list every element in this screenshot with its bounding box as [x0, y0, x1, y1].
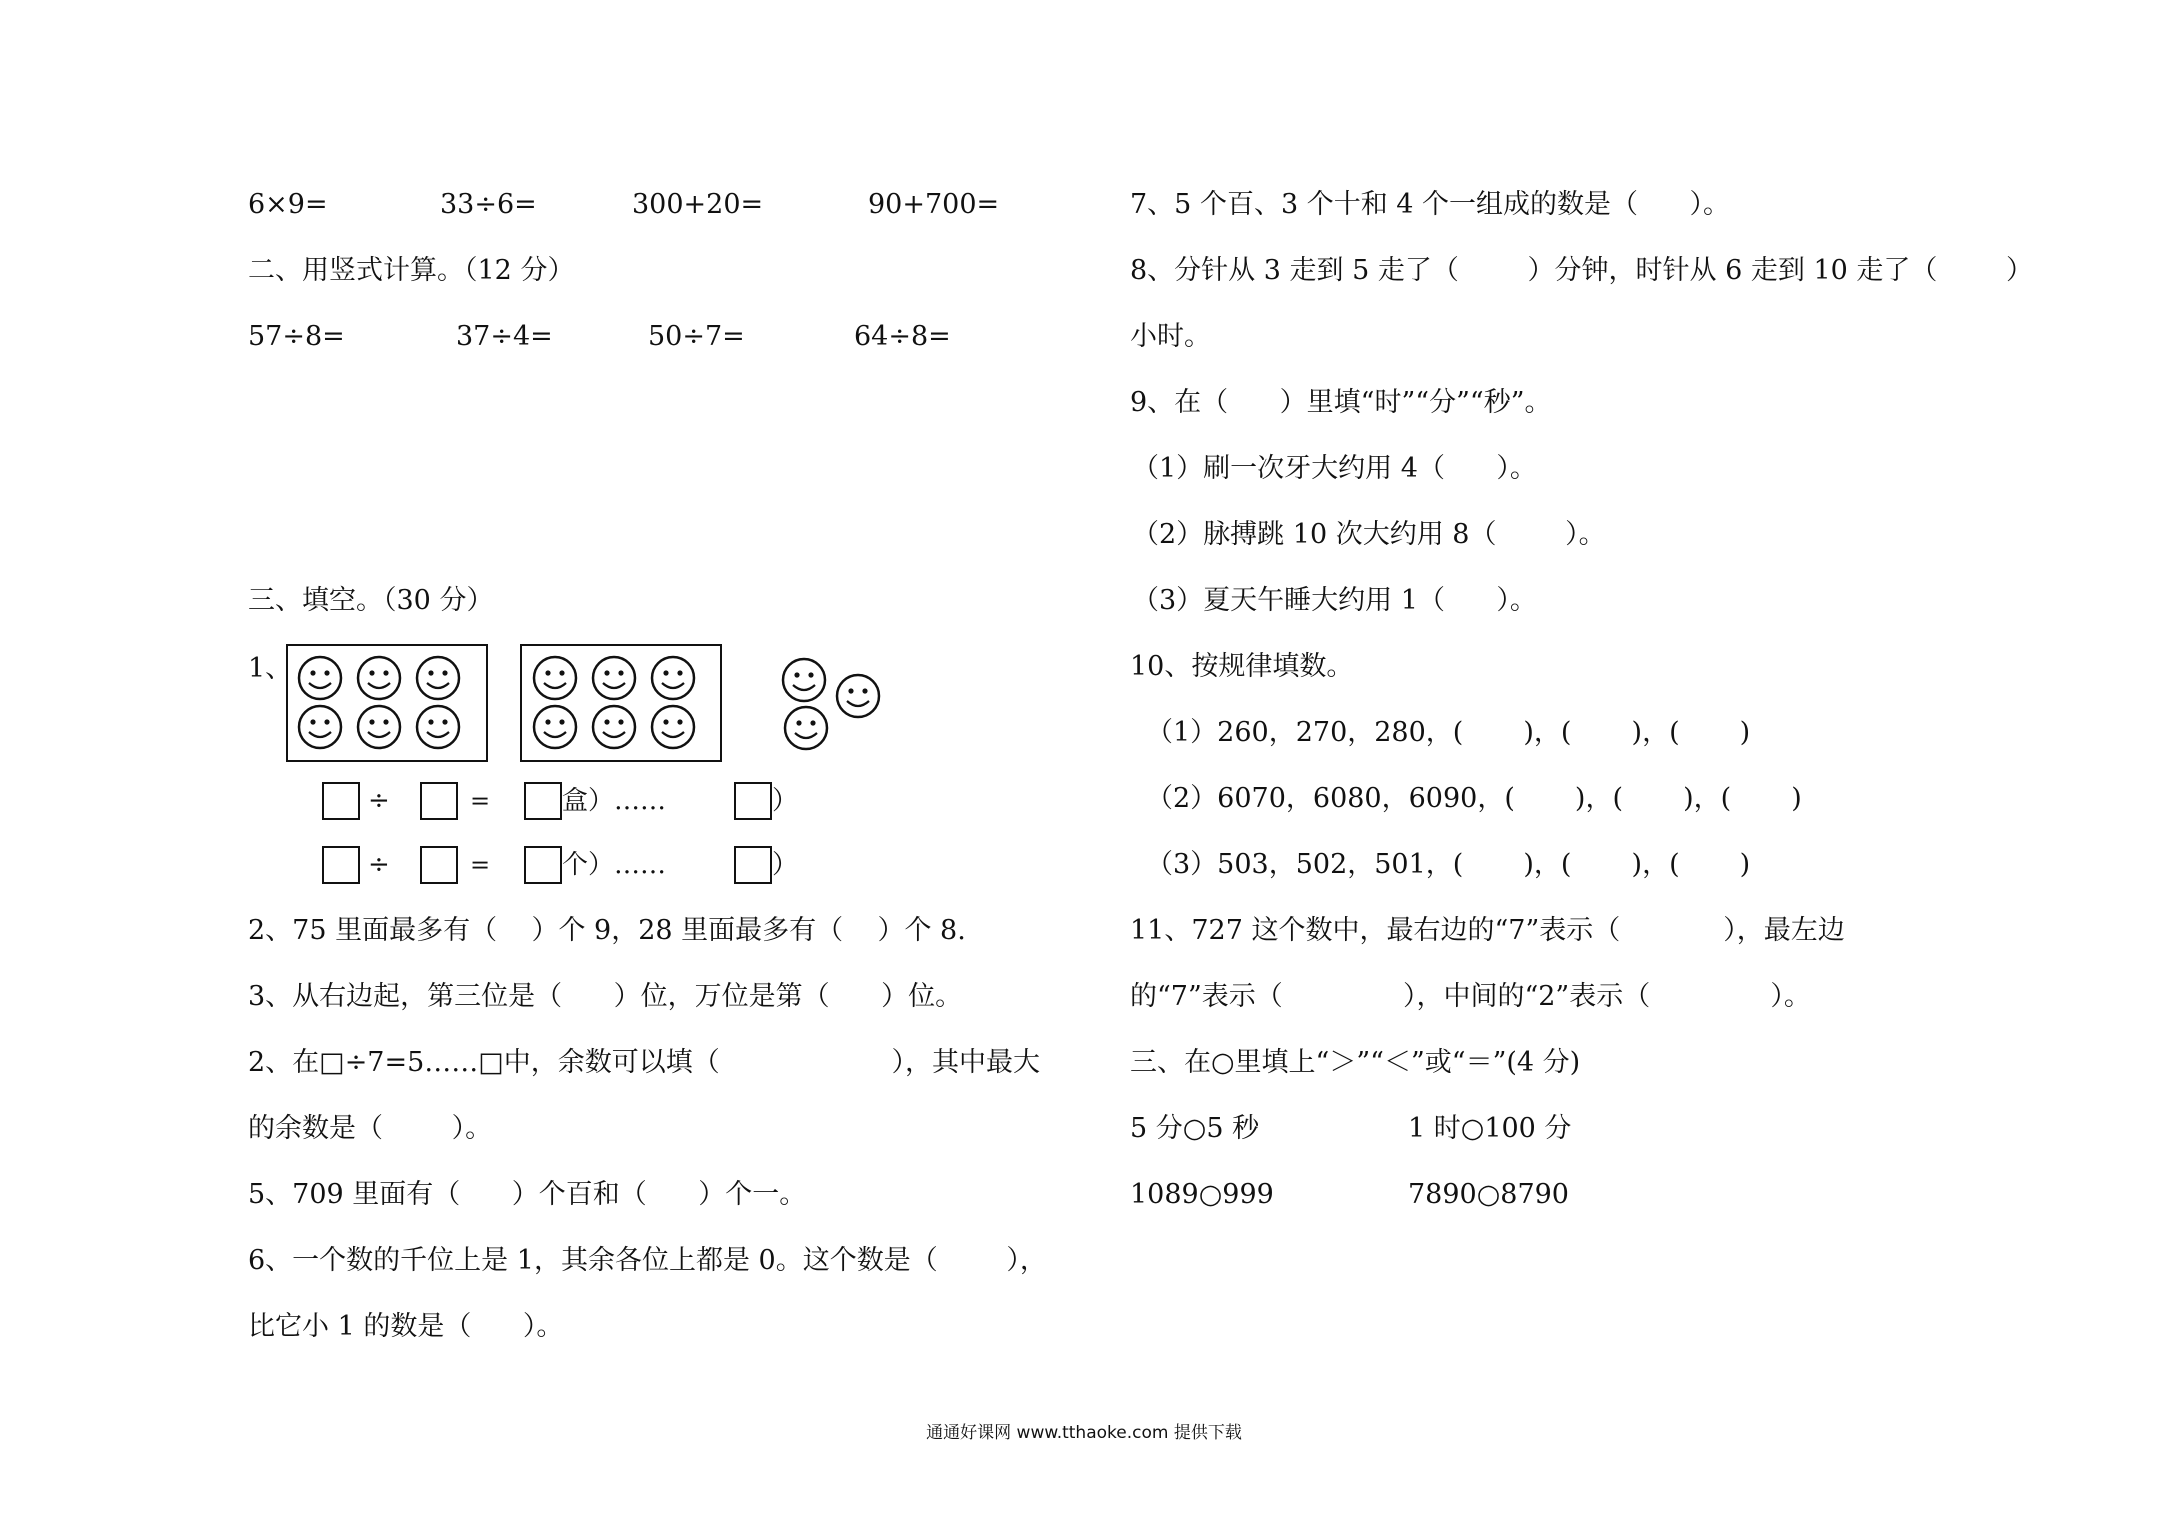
question-3: 3、从右边起，第三位是（ ）位，万位是第（ ）位。	[248, 981, 963, 1012]
question-10: 10、按规律填数。	[1130, 651, 1354, 682]
question-9-3: （3）夏天午睡大约用 1（ ）。	[1132, 585, 1537, 616]
question-9-1: （1）刷一次牙大约用 4（ ）。	[1132, 453, 1537, 484]
answer-box-r1-3[interactable]	[524, 782, 562, 820]
oral-calc-1: 6×9=	[248, 189, 328, 220]
question-11-line-1: 11、727 这个数中，最右边的“7”表示（ ），最左边	[1130, 915, 1845, 946]
question-10-2: （2）6070，6080，6090，( )，( )，( )	[1146, 783, 1802, 814]
answer-box-r2-3[interactable]	[524, 846, 562, 884]
q1-label: 1、	[248, 653, 293, 684]
compare-2b: 7890○8790	[1408, 1179, 1569, 1210]
section-3-title: 三、填空。（30 分）	[248, 585, 494, 616]
answer-box-r2-1[interactable]	[322, 846, 360, 884]
question-4-line-2: 的余数是（ ）。	[248, 1113, 493, 1144]
vertical-calc-4: 64÷8=	[854, 321, 951, 352]
compare-1a: 5 分○5 秒	[1130, 1113, 1260, 1144]
question-9: 9、在（ ）里填“时”“分”“秒”。	[1130, 387, 1552, 418]
unit-box-text: 盒）……	[562, 786, 667, 816]
close-paren: ）	[772, 850, 799, 880]
answer-box-r1-1[interactable]	[322, 782, 360, 820]
divide-sign: ÷	[368, 850, 390, 880]
vertical-calc-2: 37÷4=	[456, 321, 553, 352]
question-10-3: （3）503，502，501，( )，( )，( )	[1146, 849, 1751, 880]
compare-2a: 1089○999	[1130, 1179, 1274, 1210]
unit-piece-text: 个）……	[562, 850, 667, 880]
question-5: 5、709 里面有（ ）个百和（ ）个一。	[248, 1179, 807, 1210]
vertical-calc-1: 57÷8=	[248, 321, 345, 352]
question-11-line-2: 的“7”表示（ ），中间的“2”表示（ ）。	[1130, 981, 1811, 1012]
question-4-line-1: 2、在□÷7=5……□中，余数可以填（ ），其中最大	[248, 1047, 1040, 1078]
question-6-line-1: 6、一个数的千位上是 1，其余各位上都是 0。这个数是（ ），	[248, 1245, 1047, 1276]
equals-sign: =	[470, 787, 491, 815]
oral-calc-2: 33÷6=	[440, 189, 537, 220]
footer-source: 通通好课网 www.tthaoke.com 提供下载	[926, 1423, 1242, 1443]
question-8-line-2: 小时。	[1130, 321, 1211, 352]
divide-sign: ÷	[368, 786, 390, 816]
question-2: 2、75 里面最多有（ ）个 9，28 里面最多有（ ）个 8.	[248, 915, 966, 946]
compare-1b: 1 时○100 分	[1408, 1113, 1572, 1144]
answer-box-r2-2[interactable]	[420, 846, 458, 884]
question-10-1: （1）260，270，280，( )，( )，( )	[1146, 717, 1751, 748]
close-paren: ）	[772, 786, 799, 816]
answer-box-r1-2[interactable]	[420, 782, 458, 820]
section-compare-title: 三、在○里填上“＞”“＜”或“＝”(4 分)	[1130, 1047, 1581, 1078]
question-9-2: （2）脉搏跳 10 次大约用 8（ ）。	[1132, 519, 1606, 550]
question-7: 7、5 个百、3 个十和 4 个一组成的数是（ ）。	[1130, 189, 1731, 220]
question-6-line-2: 比它小 1 的数是（ ）。	[248, 1311, 564, 1342]
question-8-line-1: 8、分针从 3 走到 5 走了（ ）分钟，时针从 6 走到 10 走了（ ）	[1130, 255, 2034, 286]
section-2-title: 二、用竖式计算。（12 分）	[248, 255, 575, 286]
oral-calc-3: 300+20=	[632, 189, 764, 220]
answer-box-r2-4[interactable]	[734, 846, 772, 884]
vertical-calc-3: 50÷7=	[648, 321, 745, 352]
oral-calc-4: 90+700=	[868, 189, 1000, 220]
equals-sign: =	[470, 851, 491, 879]
answer-box-r1-4[interactable]	[734, 782, 772, 820]
